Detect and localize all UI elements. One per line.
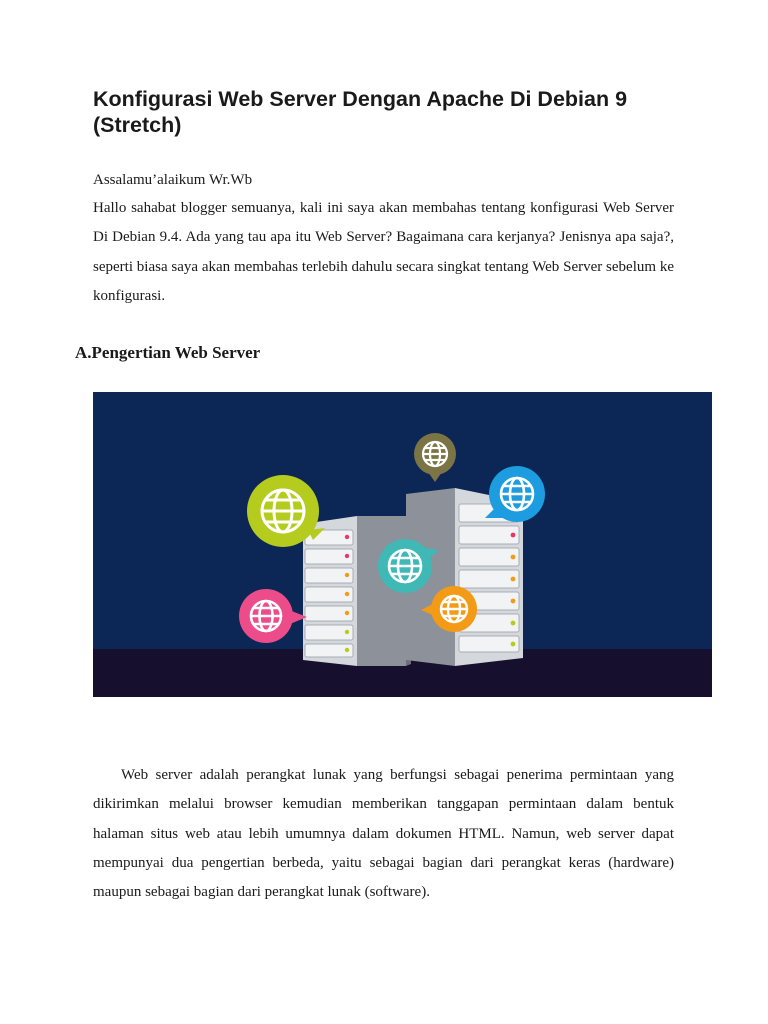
section-heading: A.Pengertian Web Server bbox=[75, 343, 261, 362]
intro-paragraph: Hallo sahabat blogger semuanya, kali ini saya akan membahas tentang konfigurasi Web Server Di Debian 9.4. Ada yang tau apa itu Web Server? Bagaimana cara kerjanya? Jenisnya apa saja?, seperti biasa saya akan membahas terlebih dahulu secara singkat tentang Web Server sebelum ke konfigurasi. bbox=[93, 200, 674, 304]
web-server-illustration bbox=[93, 392, 712, 697]
definition-paragraph: Web server adalah perangkat lunak yang berfungsi sebagai penerima permintaan yang dikirimkan melalui browser kemudian memberikan tanggapan permintaan dalam bentuk halaman situs web atau lebih umumnya dalam dokumen HTML. Namun, web server dapat mempunyai dua pengertian berbeda, yaitu sebagai bagian dari perangkat keras (hardware) maupun sebagai bagian dari perangkat lunak (software). bbox=[93, 767, 674, 901]
document-title: Konfigurasi Web Server Dengan Apache Di Debian 9 (Stretch) bbox=[93, 87, 628, 137]
server-rack-left bbox=[303, 516, 411, 666]
greeting-text: Assalamu’alaikum Wr.Wb bbox=[93, 172, 253, 188]
